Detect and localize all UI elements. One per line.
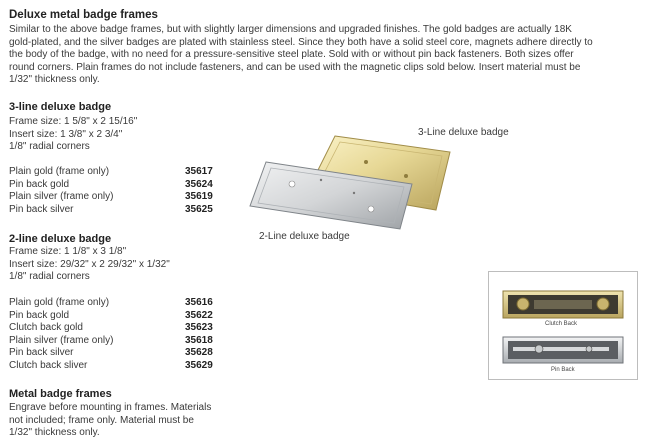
product-label: Clutch back gold — [9, 322, 83, 334]
text-line: Engrave before mounting in frames. Materials — [9, 402, 212, 413]
product-row — [9, 297, 219, 310]
clutch-back-badge — [503, 291, 623, 318]
product-row — [9, 347, 219, 360]
product-row — [9, 322, 219, 335]
metal-frames-title: Metal badge frames — [9, 388, 112, 400]
intro-line: the body of the badge, with no need for a pressure-sensitive steel plate. Sold with or without pin back fasteners. Both sizes offer — [9, 49, 574, 61]
badge-frames-photo — [236, 126, 456, 236]
product-label: Pin back silver — [9, 203, 74, 215]
spec-line: Frame size: 1 5/8" x 2 15/16" — [9, 116, 138, 127]
product-code: 35629 — [185, 359, 213, 371]
metal-frames-text — [9, 402, 211, 440]
spec-line: Insert size: 1 3/8" x 2 3/4" — [9, 128, 123, 140]
spec-line: Frame size: 1 1/8" x 3 1/8" — [9, 246, 127, 257]
intro-line: round corners. Plain frames do not include fasteners, and can be used with the magnetic clips sold below. Insert material must be — [9, 61, 581, 73]
product-code: 35623 — [185, 322, 213, 334]
pin-back-caption: Pin Back — [551, 367, 575, 373]
two-line-title: 2-line deluxe badge — [9, 233, 112, 245]
product-row — [9, 191, 219, 204]
intro-line: Similar to the above badge frames, but with slightly larger dimensions and upgraded finishes. The gold badges are actually 18K — [9, 24, 572, 35]
product-row — [9, 166, 219, 179]
product-row — [9, 335, 219, 348]
product-label: Pin back gold — [9, 309, 70, 321]
product-label: Plain silver (frame only) — [9, 334, 114, 346]
two-line-items — [9, 297, 219, 373]
product-code: 35616 — [185, 297, 213, 308]
product-row — [9, 310, 219, 323]
product-code: 35624 — [185, 178, 213, 190]
pin-back-badge — [503, 337, 623, 363]
caption-three-line: 3-Line deluxe badge — [418, 127, 509, 138]
intro-line: gold-plated, and the silver badges are plated with stainless steel. Since they both have a solid steel core, magnets adhere directly to — [9, 36, 593, 48]
three-line-specs — [9, 116, 137, 154]
product-code: 35619 — [185, 191, 213, 203]
three-line-items — [9, 166, 219, 216]
three-line-title: 3-line deluxe badge — [9, 101, 112, 113]
product-row — [9, 360, 219, 373]
product-row — [9, 179, 219, 192]
product-label: Pin back gold — [9, 178, 70, 190]
product-code: 35625 — [185, 203, 213, 215]
product-code: 35617 — [185, 166, 213, 177]
spec-line: 1/8" radial corners — [9, 271, 90, 283]
product-label: Plain silver (frame only) — [9, 191, 114, 203]
spec-line: Insert size: 29/32" x 2 29/32" x 1/32" — [9, 258, 170, 270]
product-code: 35618 — [185, 334, 213, 346]
section-title-deluxe-frames: Deluxe metal badge frames — [9, 9, 158, 21]
text-line: not included; frame only. Material must be — [9, 414, 194, 426]
two-line-specs — [9, 246, 170, 284]
product-code: 35622 — [185, 309, 213, 321]
back-views-photo — [488, 271, 638, 380]
product-row — [9, 204, 219, 217]
text-line: 1/32" thickness only. — [9, 427, 100, 439]
clutch-back-caption: Clutch Back — [545, 321, 578, 327]
caption-two-line: 2-Line deluxe badge — [259, 231, 350, 242]
product-label: Plain gold (frame only) — [9, 297, 110, 308]
spec-line: 1/8" radial corners — [9, 141, 90, 153]
intro-paragraph — [9, 24, 641, 87]
product-label: Clutch back sliver — [9, 359, 88, 371]
product-label: Plain gold (frame only) — [9, 166, 110, 177]
product-label: Pin back silver — [9, 347, 74, 359]
product-code: 35628 — [185, 347, 213, 359]
intro-line: 1/32" thickness only. — [9, 74, 100, 86]
